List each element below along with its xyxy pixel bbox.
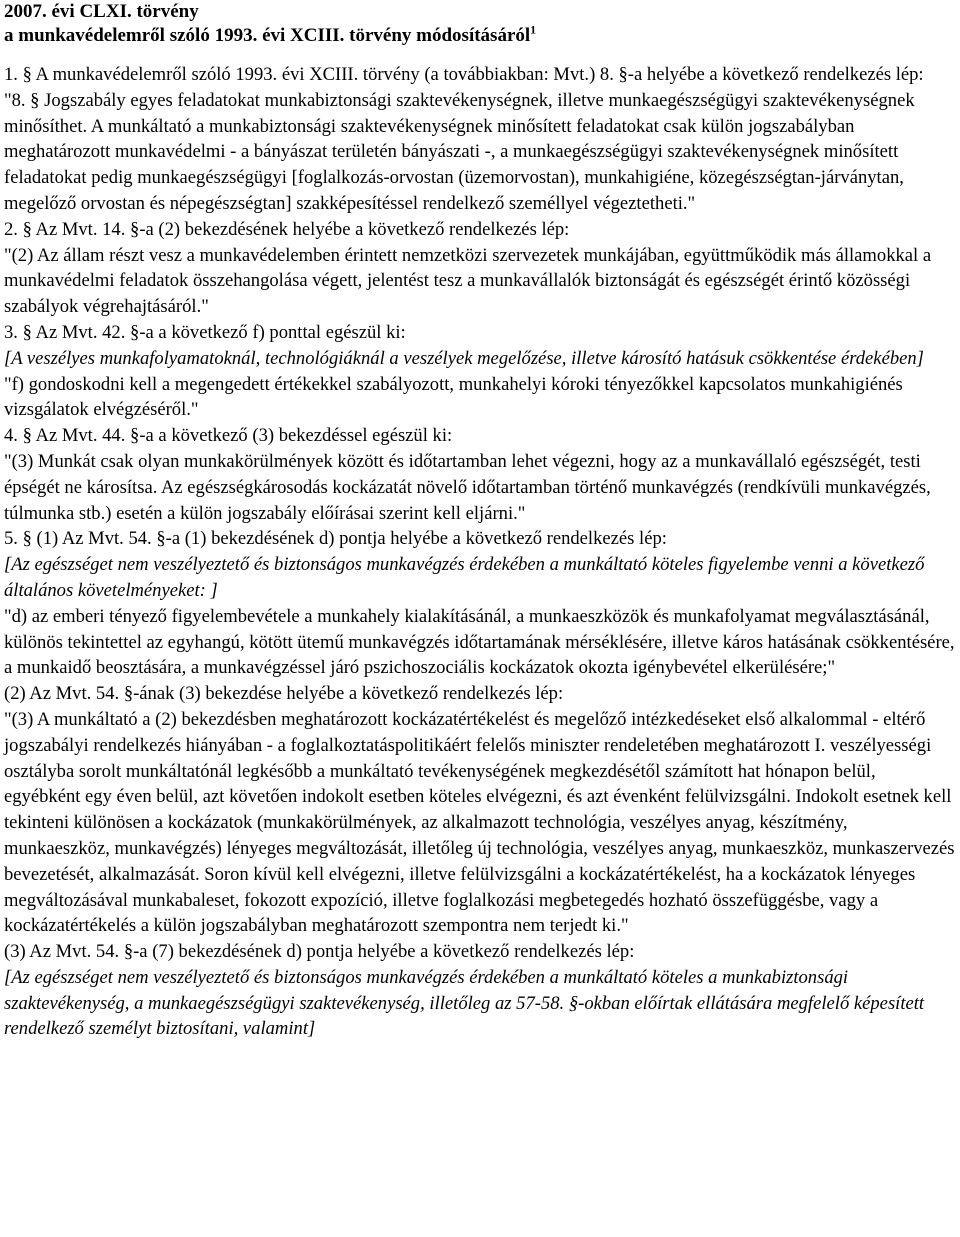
title-line-2-text: a munkavédelemről szóló 1993. évi XCIII. törvény módosításáról [4, 25, 531, 46]
paragraph: (3) Az Mvt. 54. §-a (7) bekezdésének d) pontja helyébe a következő rendelkezés lép: [4, 941, 635, 963]
title-spacer [4, 48, 956, 62]
paragraph: 3. § Az Mvt. 42. §-a a következő f) ponttal egészül ki: [4, 321, 406, 343]
paragraph: 2. § Az Mvt. 14. §-a (2) bekezdésének helyébe a következő rendelkezés lép: [4, 218, 570, 240]
title-line-1: 2007. évi CLXI. törvény [4, 1, 199, 22]
paragraph: (2) Az Mvt. 54. §-ának (3) bekezdése helyébe a következő rendelkezés lép: [4, 683, 564, 705]
paragraph: 5. § (1) Az Mvt. 54. §-a (1) bekezdésének d) pontja helyébe a következő rendelkezés lép: [4, 528, 667, 550]
paragraph: "d) az emberi tényező figyelembevétele a munkahely kialakításánál, a munkaeszközök és munkafolyamat megválasztásánál, különös tekintettel az egyhangú, kötött ütemű munkavégzés időtartamának mérséklésére, illetve káros hatásának csökkentésére, a munkaidő beosztására, a munkavégzéssel járó pszichoszociális kockázatok okozta igénybevétel elkerülésére;" [4, 605, 955, 679]
paragraph: "(3) A munkáltató a (2) bekezdésben meghatározott kockázatértékelést és megelőző intézkedéseket első alkalommal - eltérő jogszabályi rendelkezés hiányában - a foglalkoztatáspolitikáért felelős miniszter rendeletében meghatározott I. veszélyességi osztályba sorolt munkáltatónál legkésőbb a munkáltató tevékenységének megkezdésétől számított hat hónapon belül, egyébként egy éven belül, azt követően indokolt esetben köteles elvégezni, és azt évenként felülvizsgálni. Indokolt esetnek kell tekinteni különösen a kockázatok (munkakörülmények, az alkalmazott technológia, veszélyes anyag, készítmény, munkaeszköz, munkavégzés) lényeges megváltozását, illetőleg új technológia, veszélyes anyag, munkaeszköz, munkaszervezés bevezetését, alkalmazását. Soron kívül kell elvégezni, illetve felülvizsgálni a kockázatértékelést, ha a kockázatok lényeges megváltozásával munkabaleset, fokozott expozíció, illetve foglalkozási megbetegedés hozható összefüggésbe, vagy a kockázatértékelés a külön jogszabályban meghatározott szempontra nem terjedt ki." [4, 708, 955, 937]
italic-context: [A veszélyes munkafolyamatoknál, technológiáknál a veszélyek megelőzése, illetve károsító hatásuk csökkentése érdekében] [4, 347, 924, 369]
paragraph: "f) gondoskodni kell a megengedett értékekkel szabályozott, munkahelyi kóroki tényezőkkel kapcsolatos munkahigiénés vizsgálatok elvégzéséről." [4, 373, 903, 421]
title-line-2 [4, 24, 956, 48]
paragraph: 1. § A munkavédelemről szóló 1993. évi XCIII. törvény (a továbbiakban: Mvt.) 8. §-a helyébe a következő rendelkezés lép: [4, 64, 924, 85]
paragraph: 4. § Az Mvt. 44. §-a a következő (3) bekezdéssel egészül ki: [4, 425, 453, 447]
italic-context: [Az egészséget nem veszélyeztető és biztonságos munkavégzés érdekében a munkáltató köteles figyelembe venni a következő általános követelményeket: ] [4, 554, 925, 601]
paragraph: "8. § Jogszabály egyes feladatokat munkabiztonsági szaktevékenységnek, illetve munkaegészségügyi szaktevékenységnek minősíthet. A munkáltató a munkabiztonsági szaktevékenységnek minősített feladatokat csak külön jogszabályban meghatározott munkavédelmi - a bányászat területén bányászati -, a munkaegészségügyi szaktevékenységnek minősített feladatokat pedig munkaegészségügyi [foglalkozás-orvostan (üzemorvostan), munkahigiéne, közegészségtan-járványtan, megelőző orvostan és népegészségtan] szakképesítéssel rendelkező személlyel végeztetheti." [4, 89, 915, 214]
document-title [4, 0, 956, 48]
document-page [4, 0, 956, 1042]
paragraph: "(2) Az állam részt vesz a munkavédelemben érintett nemzetközi szervezetek munkájában, együttműködik más államokkal a munkavédelmi feladatok összehangolása végett, jelentést tesz a munkavállalók biztonságát és egészségét érintő közösségi szabályok végrehajtásáról." [4, 244, 932, 318]
italic-context: [Az egészséget nem veszélyeztető és biztonságos munkavégzés érdekében a munkáltató köteles a munkabiztonsági szaktevékenység, a munkaegészségügyi szaktevékenység, illetőleg az 57-58. §-okban előírtak ellátására megfelelő képesített rendelkező személyt biztosítani, valamint] [4, 966, 925, 1040]
footnote-marker: 1 [530, 22, 537, 37]
paragraph: "(3) Munkát csak olyan munkakörülmények között és időtartamban lehet végezni, hogy az a munkavállaló egészségét, testi épségét ne károsítsa. Az egészségkárosodás kockázatát növelő időtartamban történő munkavégzés (rendkívüli munkavégzés, túlmunka stb.) esetén a külön jogszabály előírásai szerint kell eljárni." [4, 450, 931, 524]
